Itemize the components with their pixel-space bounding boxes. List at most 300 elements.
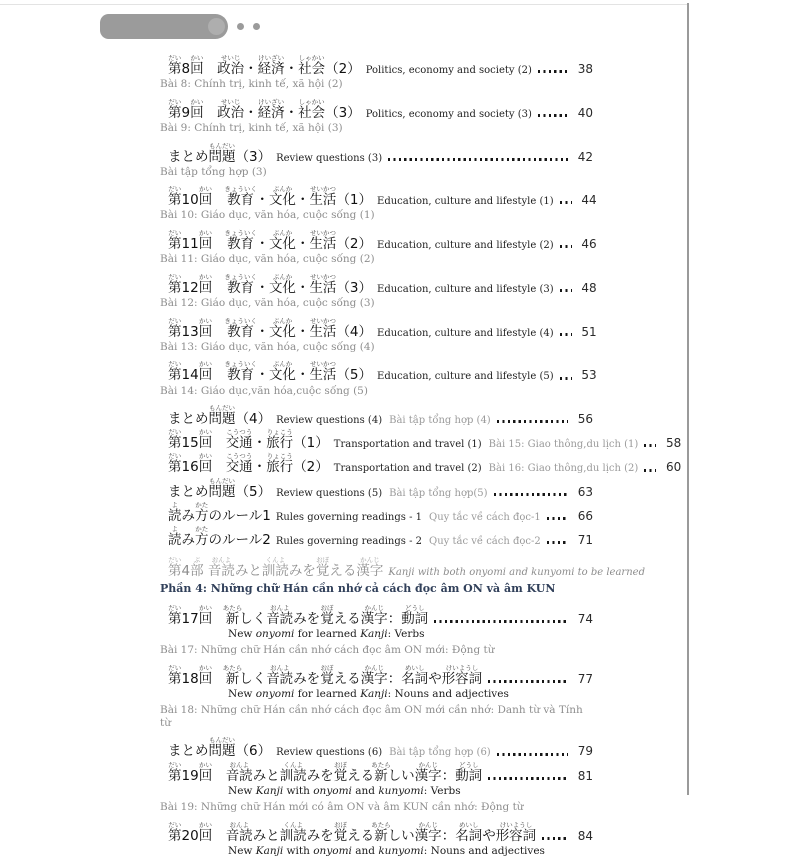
plain-kana: 10 (181, 192, 199, 209)
toc-entry (168, 229, 597, 253)
plain-kana: や (482, 827, 496, 844)
furigana: あたら (371, 820, 391, 829)
toc-entry (168, 761, 593, 783)
plain-kana: みと (252, 827, 280, 844)
furigana: だい (168, 760, 182, 769)
ruby-kanji: 問題もんだい (208, 476, 236, 500)
entry-english-label (276, 512, 422, 523)
plain-kana: ・ (295, 192, 310, 209)
section-heading (168, 556, 645, 580)
italic-term: Kanji (255, 844, 284, 857)
entry-english-label (276, 488, 382, 499)
entry-english-label (377, 196, 554, 207)
page-number: 81 (577, 768, 593, 783)
dotted-leader (547, 541, 568, 544)
ruby-kanji: 覚おぼ (333, 820, 348, 844)
latin-text: and (351, 784, 379, 797)
plain-kana: 13 (181, 323, 199, 340)
italic-term: kunyomi (378, 784, 424, 797)
plain-kana: まとめ (168, 483, 209, 500)
ruby-kanji: 文化ぶんか (268, 185, 296, 209)
toc-entry (168, 360, 597, 384)
ruby-kanji: 覚おぼ (320, 663, 334, 687)
plain-kana: しく (239, 611, 267, 628)
ruby-kanji: 新あたら (222, 604, 243, 628)
furigana: かい (198, 760, 213, 769)
plain-kana: ・ (244, 104, 258, 121)
ruby-kanji: 覚おぼ (320, 604, 334, 628)
furigana: めいし (401, 663, 429, 672)
page-number: 79 (577, 744, 593, 759)
plain-kana: ・ (284, 61, 299, 77)
latin-text: : Nouns and adjectives (423, 844, 545, 857)
latin-text: with (283, 844, 314, 857)
latin-text: : Nouns and adjectives (387, 688, 509, 701)
ruby-kanji: 交通こうつう (225, 428, 253, 452)
latin-text: New (228, 844, 256, 857)
plain-kana: しい (387, 767, 415, 784)
furigana: かんじ (414, 820, 442, 829)
latin-text: : Verbs (423, 784, 461, 797)
ruby-kanji: 音読おんよ (225, 760, 253, 784)
italic-term: onyomi (255, 628, 295, 641)
entry-japanese-text (168, 54, 361, 76)
furigana: しゃかい (298, 97, 326, 106)
ruby-kanji: 交通こうつう (225, 452, 253, 476)
toc-entry (168, 501, 593, 523)
furigana: だい (168, 360, 182, 369)
plain-kana: ・ (255, 367, 269, 384)
plain-kana (204, 105, 218, 121)
ruby-kanji: 政治せいじ (217, 97, 245, 121)
page-number: 63 (577, 484, 593, 499)
plain-kana: みと (252, 767, 280, 784)
ruby-kanji: 動詞どうし (401, 604, 429, 628)
toc-entry (168, 525, 593, 547)
plain-kana: み (181, 507, 195, 524)
latin-text: Education, culture and lifestyle (2) (377, 240, 554, 252)
plain-kana: ・ (295, 236, 310, 253)
entry-english-label (276, 747, 382, 758)
ruby-kanji: 名詞めいし (455, 820, 483, 844)
furigana: おんよ (266, 604, 294, 613)
ruby-kanji: 回かい (198, 316, 213, 340)
entry-vietnamese-label: Bài 16: Giao thông,du lịch (2) (488, 463, 639, 475)
plain-kana: 18 (181, 670, 199, 687)
plain-kana: 19 (181, 767, 199, 784)
dotted-leader (497, 753, 568, 756)
ruby-kanji: 覚おぼ (333, 760, 348, 784)
latin-text: Politics, economy and society (3) (365, 108, 532, 120)
dotted-leader (494, 493, 568, 496)
entry-japanese-text (168, 229, 372, 251)
furigana: ぶんか (268, 185, 296, 194)
furigana: きょういく (224, 316, 257, 325)
ruby-kanji: 訓読くんよ (279, 760, 307, 784)
ruby-kanji: 新あたら (371, 760, 391, 784)
furigana: かい (198, 663, 213, 672)
plain-kana: まとめ (168, 148, 209, 165)
furigana: かんじ (360, 604, 388, 613)
plain-kana: ・ (255, 236, 269, 253)
plain-kana: 9 (181, 104, 191, 121)
italic-term: kunyomi (378, 844, 424, 857)
ruby-kanji: 漢字かんじ (360, 604, 388, 628)
plain-kana: 16 (181, 459, 199, 476)
section-english-label (388, 567, 645, 578)
table-of-contents (160, 54, 682, 861)
page-right-edge (687, 3, 689, 795)
entry-japanese-text (168, 736, 271, 758)
entry-vietnamese-caption: Bài 12: Giáo dục, văn hóa, cuộc sống (3) (160, 297, 375, 309)
furigana: くんよ (261, 556, 289, 565)
furigana: かい (198, 604, 213, 613)
furigana: かい (198, 229, 213, 238)
plain-kana: （2） (336, 236, 373, 253)
dotted-leader (434, 620, 568, 623)
latin-text: Review questions (3) (276, 152, 383, 164)
furigana: かんじ (356, 556, 384, 565)
furigana: あたら (222, 663, 243, 672)
masthead-bar (100, 14, 228, 39)
ruby-kanji: 文化ぶんか (268, 272, 296, 296)
entry-english-label (276, 536, 422, 547)
furigana: かた (195, 500, 209, 509)
plain-kana: える (329, 563, 357, 580)
furigana: かい (190, 97, 204, 106)
furigana: おんよ (207, 556, 235, 565)
plain-kana: ・ (255, 192, 269, 209)
ruby-kanji: 第だい (168, 604, 182, 628)
ruby-kanji: 回かい (198, 428, 213, 452)
furigana: りょこう (266, 428, 294, 437)
furigana: こうつう (225, 428, 253, 437)
plain-kana: （3） (336, 279, 373, 296)
ruby-kanji: 新あたら (371, 820, 391, 844)
page-top-edge (0, 4, 688, 5)
entry-japanese-text (168, 604, 428, 626)
page-number: 74 (577, 612, 593, 627)
masthead-dot-icon (253, 23, 260, 30)
plain-kana: える (347, 827, 375, 844)
furigana: もんだい (208, 476, 236, 485)
plain-kana: みを (293, 611, 321, 628)
furigana: かい (198, 820, 213, 829)
plain-kana (212, 768, 226, 784)
entry-japanese-text (168, 556, 383, 578)
furigana: せいかつ (309, 185, 337, 194)
dotted-leader (560, 289, 572, 292)
entry-english-label (377, 371, 554, 382)
toc-entry (168, 821, 593, 843)
ruby-kanji: 第だい (168, 820, 182, 844)
latin-text: Transportation and travel (1) (333, 439, 482, 451)
entry-english-subline (228, 688, 593, 701)
plain-kana: 4 (181, 563, 191, 580)
furigana: かい (198, 272, 213, 281)
toc-entry (168, 316, 597, 340)
ruby-kanji: 問題もんだい (208, 141, 236, 165)
plain-kana: ・ (252, 435, 267, 452)
ruby-kanji: 社会しゃかい (298, 97, 326, 121)
ruby-kanji: 漢字かんじ (356, 556, 384, 580)
furigana: だい (168, 604, 182, 613)
ruby-kanji: 部ぶ (190, 556, 204, 580)
italic-term: onyomi (313, 844, 352, 857)
toc-entry (168, 452, 682, 476)
furigana: だい (168, 428, 182, 437)
ruby-kanji: 第だい (168, 229, 182, 253)
dotted-leader (560, 245, 572, 248)
section-vietnamese-caption: Phần 4: Những chữ Hán cần nhớ cả cách đọc âm ON và âm KUN (160, 582, 556, 596)
page-number: 48 (581, 280, 597, 295)
latin-text: Review questions (6) (276, 747, 383, 759)
ruby-kanji: 第だい (168, 185, 182, 209)
page-number: 71 (577, 532, 593, 547)
entry-english-label (377, 284, 554, 295)
dotted-leader (560, 377, 572, 380)
plain-kana: ・ (255, 323, 269, 340)
entry-japanese-text (168, 404, 271, 426)
furigana: かんじ (414, 760, 442, 769)
furigana: おぼ (320, 663, 334, 672)
furigana: よ (168, 500, 182, 509)
plain-kana: みと (234, 563, 262, 580)
ruby-kanji: 政治せいじ (217, 54, 245, 77)
ruby-kanji: 問題もんだい (208, 736, 236, 760)
page-number: 51 (581, 324, 597, 339)
ruby-kanji: 文化ぶんか (268, 229, 296, 253)
latin-text: Rules governing readings - 1 (275, 511, 422, 523)
entry-vietnamese-label: Bài 15: Giao thông,du lịch (1) (488, 439, 639, 451)
plain-kana: しく (239, 670, 267, 687)
plain-kana (212, 435, 226, 451)
entry-vietnamese-label: Quy tắc về cách đọc-1 (429, 511, 541, 523)
entry-english-label (377, 328, 554, 339)
page-number: 44 (581, 193, 597, 208)
furigana: めいし (455, 820, 483, 829)
furigana: かい (198, 452, 213, 461)
latin-text: Education, culture and lifestyle (5) (377, 371, 554, 383)
entry-japanese-text (168, 477, 271, 499)
latin-text: Transportation and travel (2) (333, 463, 482, 475)
furigana: けいようし (441, 663, 483, 672)
furigana: どうし (401, 604, 429, 613)
ruby-kanji: 回かい (190, 97, 204, 121)
furigana: きょういく (224, 229, 257, 238)
ruby-kanji: 教育きょういく (224, 272, 257, 296)
ruby-kanji: 回かい (198, 272, 213, 296)
entry-japanese-text (168, 525, 271, 547)
ruby-kanji: 生活せいかつ (309, 229, 337, 253)
ruby-kanji: 読よ (168, 500, 182, 524)
furigana: ぶんか (268, 316, 296, 325)
toc-entry (168, 604, 593, 626)
entry-english-subline (228, 628, 593, 641)
plain-kana: （2） (293, 459, 329, 476)
page-number: 56 (577, 412, 593, 427)
toc-entry (168, 428, 682, 452)
furigana: かんじ (360, 663, 388, 672)
furigana: どうし (455, 760, 483, 769)
plain-kana: 12 (181, 279, 199, 296)
ruby-kanji: 第だい (168, 316, 182, 340)
latin-text: for learned (294, 628, 361, 641)
plain-kana: ・ (252, 459, 267, 476)
plain-kana: ・ (255, 279, 269, 296)
ruby-kanji: 回かい (198, 185, 213, 209)
furigana: かい (198, 428, 213, 437)
entry-vietnamese-caption: Bài tập tổng hợp (3) (160, 165, 267, 178)
ruby-kanji: 読よ (168, 524, 182, 548)
latin-text: New (228, 784, 256, 797)
ruby-kanji: 方かた (195, 524, 209, 548)
furigana: きょういく (224, 185, 257, 194)
toc-entry (168, 404, 593, 426)
entry-japanese-text (168, 185, 372, 207)
ruby-kanji: 新あたら (222, 663, 243, 687)
entry-japanese-text (168, 821, 536, 843)
plain-kana: 14 (181, 367, 199, 384)
plain-kana: み (181, 531, 195, 548)
ruby-kanji: 旅行りょこう (266, 428, 294, 452)
entry-vietnamese-caption: Bài 10: Giáo dục, văn hóa, cuộc sống (1) (160, 209, 375, 222)
furigana: りょこう (266, 452, 294, 461)
entry-japanese-text (168, 428, 329, 450)
furigana: ぶんか (268, 360, 296, 369)
entry-english-label (334, 463, 482, 474)
entry-vietnamese-caption: Bài 18: Những chữ Hán cần nhớ cách đọc âm ON mới cần nhớ: Danh từ và Tính từ (160, 704, 583, 729)
dotted-leader (560, 201, 572, 204)
ruby-kanji: 形容詞けいようし (495, 820, 537, 844)
entry-vietnamese-caption: Bài 14: Giáo dục,văn hóa,cuộc sống (5) (160, 384, 368, 397)
ruby-kanji: 問題もんだい (208, 404, 236, 428)
entry-english-label (334, 439, 482, 450)
furigana: だい (168, 663, 182, 672)
ruby-kanji: 文化ぶんか (268, 316, 296, 340)
furigana: かい (198, 316, 213, 325)
furigana: だい (168, 452, 182, 461)
ruby-kanji: 訓読くんよ (279, 820, 307, 844)
latin-text: and (351, 844, 379, 857)
entry-japanese-text (168, 360, 372, 382)
entry-english-subline (228, 785, 593, 798)
plain-kana: ： (387, 670, 402, 687)
plain-kana: ： (441, 827, 456, 844)
latin-text: Education, culture and lifestyle (3) (377, 283, 554, 295)
latin-text: Education, culture and lifestyle (4) (377, 327, 554, 339)
entry-vietnamese-label: Bài tập tổng hợp (6) (389, 747, 491, 759)
plain-kana: ・ (295, 279, 310, 296)
furigana: おんよ (225, 760, 253, 769)
entry-vietnamese-label: Bài tập tổng hợp (4) (389, 415, 491, 427)
plain-kana: える (333, 611, 361, 628)
ruby-kanji: 経済けいざい (257, 97, 285, 121)
ruby-kanji: 回かい (198, 452, 213, 476)
ruby-kanji: 第だい (168, 663, 182, 687)
furigana: かた (195, 524, 209, 533)
furigana: おぼ (320, 604, 334, 613)
ruby-kanji: 生活せいかつ (309, 272, 337, 296)
ruby-kanji: 教育きょういく (224, 185, 257, 209)
furigana: せいかつ (309, 360, 337, 369)
ruby-kanji: 回かい (198, 604, 213, 628)
entry-english-label (276, 415, 382, 426)
dotted-leader (644, 444, 656, 447)
furigana: だい (168, 97, 182, 106)
masthead-knob-icon (208, 18, 225, 35)
page-number: 40 (577, 105, 593, 120)
entry-japanese-text (168, 98, 361, 120)
plain-kana (212, 459, 226, 475)
ruby-kanji: 回かい (190, 54, 204, 77)
ruby-kanji: 教育きょういく (224, 316, 257, 340)
furigana: けいざい (257, 97, 285, 106)
plain-kana: （3） (325, 104, 361, 121)
ruby-kanji: 覚おぼ (315, 556, 330, 580)
page-number: 46 (581, 237, 597, 252)
furigana: だい (168, 820, 182, 829)
furigana: ぶ (190, 556, 204, 565)
entry-english-label (276, 153, 382, 164)
furigana: だい (168, 316, 182, 325)
furigana: だい (168, 229, 182, 238)
dotted-leader (488, 777, 568, 780)
furigana: しゃかい (298, 54, 326, 62)
page-number: 60 (666, 460, 682, 475)
dotted-leader (644, 469, 656, 472)
ruby-kanji: 音読おんよ (266, 663, 294, 687)
plain-kana: しい (387, 827, 415, 844)
latin-text: with (283, 784, 314, 797)
dotted-leader (542, 837, 568, 840)
italic-term: Kanji (360, 688, 388, 701)
plain-kana: や (428, 670, 442, 687)
plain-kana: 17 (181, 611, 199, 628)
toc-entry (168, 54, 593, 76)
furigana: くんよ (279, 760, 307, 769)
ruby-kanji: 第だい (168, 428, 182, 452)
page-number: 42 (577, 149, 593, 164)
page-number: 53 (581, 368, 597, 383)
furigana: おぼ (315, 556, 330, 565)
ruby-kanji: 社会しゃかい (298, 54, 326, 77)
ruby-kanji: 音読おんよ (225, 820, 253, 844)
toc-entry (168, 736, 593, 758)
furigana: せいかつ (309, 316, 337, 325)
entry-english-label (366, 65, 532, 76)
plain-kana: （1） (293, 435, 329, 452)
furigana: あたら (371, 760, 391, 769)
furigana: だい (168, 185, 182, 194)
plain-kana: （2） (325, 61, 361, 77)
dotted-leader (488, 680, 568, 683)
italic-term: Kanji (255, 784, 284, 797)
ruby-kanji: 漢字かんじ (414, 820, 442, 844)
latin-text: Review questions (4) (276, 415, 383, 427)
plain-kana: 11 (181, 236, 199, 253)
entry-vietnamese-caption: Bài 8: Chính trị, kinh tế, xã hội (2) (160, 78, 343, 91)
ruby-kanji: 教育きょういく (224, 360, 257, 384)
furigana: だい (168, 272, 182, 281)
subline-text (228, 845, 545, 857)
page-number: 84 (577, 828, 593, 843)
plain-kana: える (347, 767, 375, 784)
furigana: せいじ (217, 54, 245, 62)
page-number: 66 (577, 508, 593, 523)
entry-vietnamese-caption: Bài 13: Giáo dục, văn hóa, cuộc sống (4) (160, 340, 375, 353)
plain-kana: （3） (235, 148, 272, 165)
